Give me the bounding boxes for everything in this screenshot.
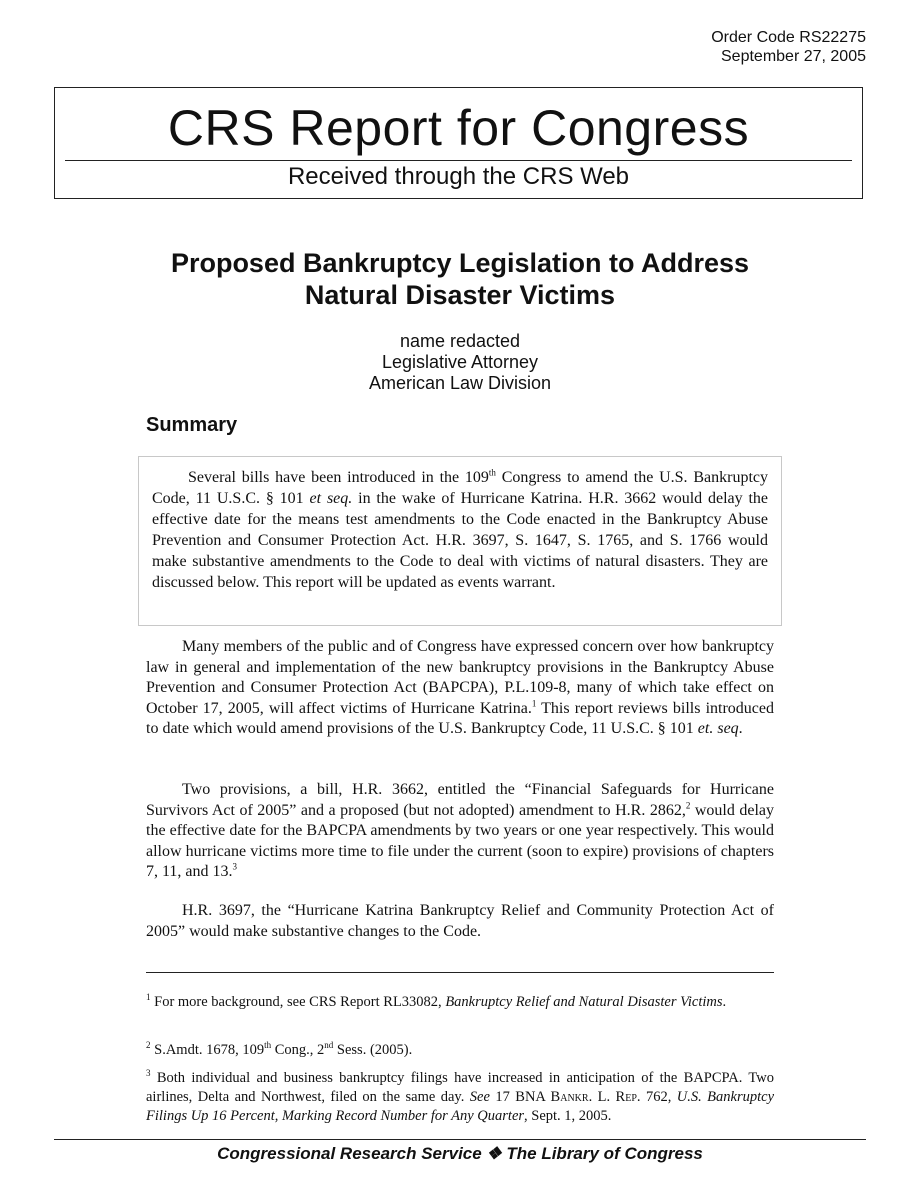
- ordinal-sup: nd: [324, 1040, 334, 1051]
- footnote-smallcaps: Rep: [615, 1089, 637, 1105]
- banner-title: CRS Report for Congress: [167, 100, 750, 156]
- order-code-block: [711, 28, 866, 66]
- author-name: name redacted: [399, 331, 521, 351]
- author-division: American Law Division: [368, 373, 552, 393]
- report-date: September 27, 2005: [721, 48, 866, 65]
- author-title: Legislative Attorney: [381, 352, 539, 372]
- footnote-text: . 762,: [636, 1089, 677, 1105]
- footnote-italic: Bankruptcy Relief and Natural Disaster Victims: [445, 994, 723, 1010]
- footnote-ref-2[interactable]: 2: [685, 800, 691, 811]
- footnote-text: Sess. (2005).: [333, 1042, 413, 1058]
- banner-subtitle: Received through the CRS Web: [287, 163, 630, 190]
- footnote-text: 17 BNA: [489, 1089, 551, 1105]
- footnote-text: For more background, see CRS Report RL33082,: [150, 994, 446, 1010]
- footnote-2: [146, 1041, 774, 1060]
- paragraph-text: would delay the effective date for the BAPCPA amendments by two years or one year respectively. This would allow hurricane victims more time to file under the current (soon to expire) provisions of chapters 7, 11, and 13.: [146, 801, 774, 880]
- order-code: Order Code RS22275: [711, 29, 866, 46]
- ordinal-sup: th: [264, 1040, 272, 1051]
- title-line-1: Proposed Bankruptcy Legislation to Address: [170, 248, 750, 278]
- summary-italic: et seq.: [309, 490, 353, 507]
- footnote-text: Cong., 2: [271, 1042, 325, 1058]
- footnote-italic: U.S. Bankruptcy Filings Up 16 Percent, Marking Record Number for Any Quarter: [146, 1089, 775, 1124]
- summary-text-part: Congress to amend the U.S. Bankruptcy Code, 11 U.S.C. § 101: [152, 469, 769, 507]
- footnote-text: , Sept. 1, 2005.: [524, 1108, 612, 1124]
- page-footer: Congressional Research Service ❖ The Library of Congress: [217, 1144, 703, 1163]
- summary-text-part: Several bills have been introduced in the 109: [188, 469, 489, 486]
- paragraph-text: Two provisions, a bill, H.R. 3662, entitled the “Financial Safeguards for Hurricane Survivors Act of 2005” and a proposed (but not adopted) amendment to H.R. 2862,: [146, 781, 774, 819]
- footnote-text: . L.: [588, 1089, 616, 1105]
- summary-text: [152, 467, 768, 593]
- footnote-ref-3[interactable]: 3: [232, 861, 238, 872]
- summary-text-part: in the wake of Hurricane Katrina. H.R. 3662 would delay the effective date for the means test amendments to the Code enacted in the Bankruptcy Abuse Prevention and Consumer Protection Act. H.R. 3697, S. 1647, S. 1765, and S. 1766 would make substantive amendments to the Code to deal with victims of natural disasters. They are discussed below. This report will be updated as events warrant.: [152, 490, 769, 591]
- footnote-1: [146, 993, 774, 1012]
- paragraph-text: Many members of the public and of Congress have expressed concern over how bankruptcy law in general and implementation of the new bankruptcy provisions in the Bankruptcy Abuse Prevention and Consumer Protection Act (BAPCPA), P.L.109-8, many of which take effect on October 17, 2005, will affect victims of Hurricane Katrina.: [146, 638, 774, 717]
- banner-divider: [65, 160, 852, 161]
- body-paragraph-2: [146, 780, 774, 883]
- paragraph-italic: et. seq: [697, 720, 739, 737]
- footnote-number: 1: [146, 992, 151, 1003]
- footnote-number: 2: [146, 1040, 151, 1051]
- footnote-divider: [146, 972, 774, 973]
- footnote-ref-1[interactable]: 1: [531, 698, 537, 709]
- footer-divider: [54, 1139, 866, 1140]
- report-banner: [54, 87, 863, 199]
- footnote-text: .: [722, 994, 727, 1010]
- footnote-italic: See: [469, 1089, 490, 1105]
- document-title: [146, 247, 774, 311]
- footnote-3: [146, 1069, 774, 1126]
- summary-heading: Summary: [146, 414, 238, 436]
- body-paragraph-1: [146, 637, 774, 740]
- paragraph-text: This report reviews bills introduced to date which would amend provisions of the U.S. Bankruptcy Code, 11 U.S.C. § 101: [146, 699, 774, 737]
- paragraph-text: .: [738, 720, 743, 737]
- footnote-smallcaps: Bankr: [550, 1089, 589, 1105]
- body-paragraph-3: H.R. 3697, the “Hurricane Katrina Bankruptcy Relief and Community Protection Act of 2005” would make substantive changes to the Code.: [146, 902, 774, 940]
- ordinal-sup: th: [488, 467, 496, 478]
- author-block: [146, 331, 774, 394]
- title-line-2: Natural Disaster Victims: [304, 280, 616, 310]
- footnote-number: 3: [146, 1068, 151, 1079]
- summary-box: [138, 456, 782, 626]
- footnote-text: S.Amdt. 1678, 109: [150, 1042, 265, 1058]
- footnote-text: Both individual and business bankruptcy filings have increased in anticipation of the BAPCPA. Two airlines, Delta and Northwest, filed on the same day.: [146, 1070, 774, 1105]
